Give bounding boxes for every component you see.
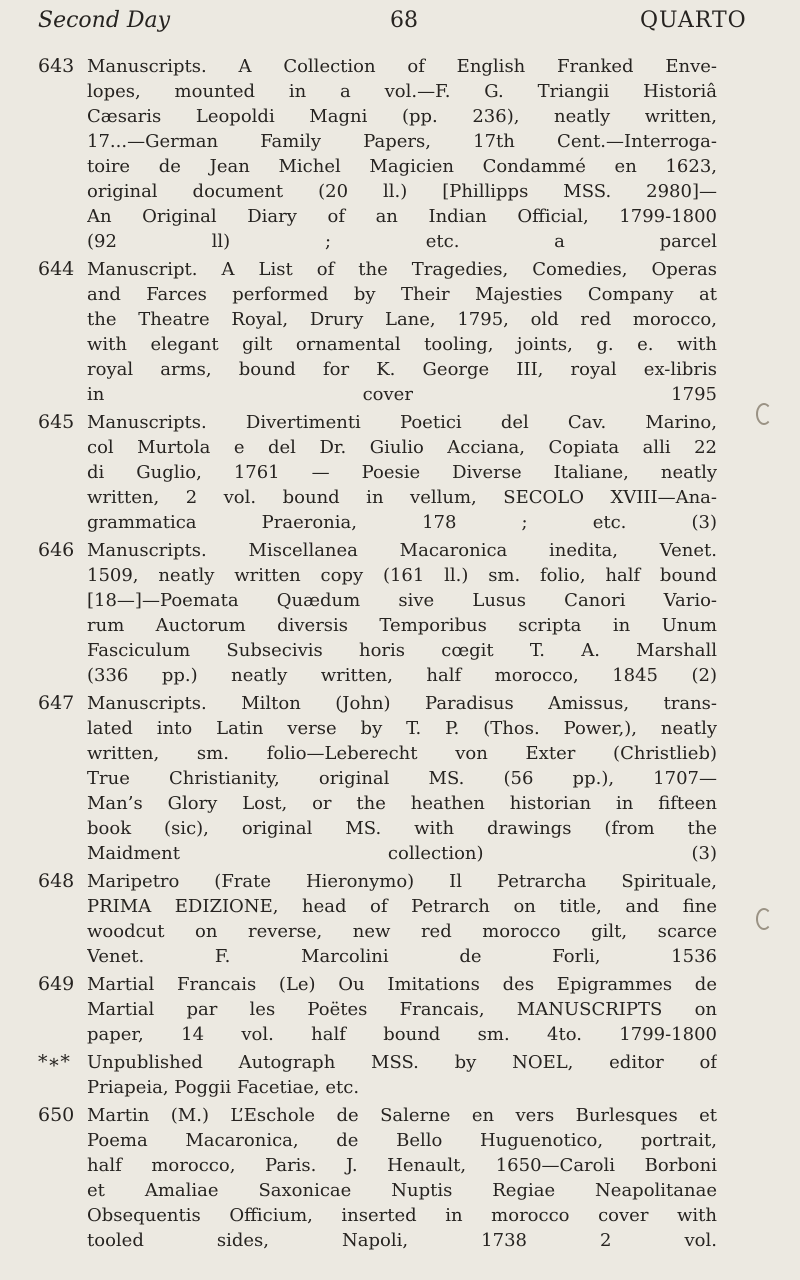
lot-number: 647 bbox=[38, 692, 75, 714]
header-format: QUARTO bbox=[640, 8, 747, 33]
description-line: Manuscripts. Milton (John) Paradisus Amissus, trans- bbox=[87, 693, 717, 714]
lot-description bbox=[87, 538, 717, 688]
lot-list bbox=[0, 54, 800, 1256]
description-line: Poema Macaronica, de Bello Huguenotico, portrait, bbox=[87, 1130, 717, 1151]
description-line: True Christianity, original MS. (56 pp.), 1707— bbox=[87, 768, 717, 789]
description-line: Manuscripts. Miscellanea Macaronica inedita, Venet. bbox=[87, 540, 717, 561]
lot-entry bbox=[0, 538, 800, 688]
description-line: Martin (M.) L’Eschole de Salerne en vers Burlesques et bbox=[87, 1105, 717, 1126]
description-line: the Theatre Royal, Drury Lane, 1795, old red morocco, bbox=[87, 309, 717, 330]
description-line: royal arms, bound for K. George III, royal ex-libris bbox=[87, 359, 717, 380]
description-line: rum Auctorum diversis Temporibus scripta in Unum bbox=[87, 615, 717, 636]
lot-number: 649 bbox=[38, 973, 75, 995]
description-line: Manuscript. A List of the Tragedies, Comedies, Operas bbox=[87, 259, 717, 280]
description-line: Maripetro (Frate Hieronymo) Il Petrarcha Spirituale, bbox=[87, 871, 717, 892]
lot-entry bbox=[0, 1103, 800, 1253]
description-line: 1509, neatly written copy (161 ll.) sm. folio, half bound bbox=[87, 565, 717, 586]
lot-description bbox=[87, 410, 717, 535]
description-line: Man’s Glory Lost, or the heathen historian in fifteen bbox=[87, 793, 717, 814]
lot-description bbox=[87, 1103, 717, 1253]
lot-number: 643 bbox=[38, 55, 75, 77]
description-line: et Amaliae Saxonicae Nuptis Regiae Neapolitanae bbox=[87, 1180, 717, 1201]
description-line: (336 pp.) neatly written, half morocco, 1845 (2) bbox=[87, 665, 717, 686]
description-line: di Guglio, 1761 — Poesie Diverse Italiane, neatly bbox=[87, 462, 717, 483]
description-line: grammatica Praeronia, 178 ; etc. (3) bbox=[87, 512, 717, 533]
lot-number: 650 bbox=[38, 1104, 75, 1126]
lot-entry bbox=[0, 257, 800, 407]
lot-description bbox=[87, 869, 717, 969]
description-line: 17...—German Family Papers, 17th Cent.—Interroga- bbox=[87, 131, 717, 152]
description-line: written, 2 vol. bound in vellum, SECOLO XVIII—Ana- bbox=[87, 487, 717, 508]
lot-description bbox=[87, 54, 717, 254]
description-line: col Murtola e del Dr. Giulio Acciana, Copiata alli 22 bbox=[87, 437, 717, 458]
description-line: lated into Latin verse by T. P. (Thos. Power,), neatly bbox=[87, 718, 717, 739]
lot-note bbox=[0, 1050, 800, 1100]
header-day: Second Day bbox=[38, 8, 171, 33]
lot-number: 645 bbox=[38, 411, 75, 433]
note-line: Unpublished Autograph MSS. by NOEL, editor of bbox=[87, 1052, 717, 1073]
description-line: (92 ll) ; etc. a parcel bbox=[87, 231, 717, 252]
description-line: Martial par les Poëtes Francais, MANUSCRIPTS on bbox=[87, 999, 717, 1020]
asterism-mark: *∗* bbox=[38, 1051, 70, 1073]
description-line: with elegant gilt ornamental tooling, joints, g. e. with bbox=[87, 334, 717, 355]
description-line: woodcut on reverse, new red morocco gilt, scarce bbox=[87, 921, 717, 942]
description-line: [18—]—Poemata Quædum sive Lusus Canori Vario- bbox=[87, 590, 717, 611]
lot-number: 646 bbox=[38, 539, 75, 561]
description-line: and Farces performed by Their Majesties Company at bbox=[87, 284, 717, 305]
lot-description bbox=[87, 972, 717, 1047]
note-text bbox=[87, 1050, 717, 1100]
description-line: paper, 14 vol. half bound sm. 4to. 1799-1800 bbox=[87, 1024, 717, 1045]
description-line: Venet. F. Marcolini de Forli, 1536 bbox=[87, 946, 717, 967]
description-line: lopes, mounted in a vol.—F. G. Triangii Historiâ bbox=[87, 81, 717, 102]
header-page-number: 68 bbox=[390, 8, 418, 33]
description-line: Obsequentis Officium, inserted in morocco cover with bbox=[87, 1205, 717, 1226]
description-line: Fasciculum Subsecivis horis cœgit T. A. Marshall bbox=[87, 640, 717, 661]
margin-mark bbox=[756, 908, 772, 930]
lot-description bbox=[87, 691, 717, 866]
description-line: Manuscripts. A Collection of English Franked Enve- bbox=[87, 56, 717, 77]
lot-entry bbox=[0, 410, 800, 535]
description-line: Martial Francais (Le) Ou Imitations des Epigrammes de bbox=[87, 974, 717, 995]
description-line: PRIMA EDIZIONE, head of Petrarch on title, and fine bbox=[87, 896, 717, 917]
description-line: Manuscripts. Divertimenti Poetici del Cav. Marino, bbox=[87, 412, 717, 433]
description-line: tooled sides, Napoli, 1738 2 vol. bbox=[87, 1230, 717, 1251]
lot-entry bbox=[0, 972, 800, 1047]
description-line: book (sic), original MS. with drawings (from the bbox=[87, 818, 717, 839]
note-line: Priapeia, Poggii Facetiae, etc. bbox=[87, 1077, 360, 1098]
lot-description bbox=[87, 257, 717, 407]
page-header bbox=[0, 8, 800, 42]
description-line: Cæsaris Leopoldi Magni (pp. 236), neatly written, bbox=[87, 106, 717, 127]
margin-mark bbox=[756, 403, 772, 425]
lot-number: 648 bbox=[38, 870, 75, 892]
description-line: An Original Diary of an Indian Official, 1799-1800 bbox=[87, 206, 717, 227]
description-line: toire de Jean Michel Magicien Condammé en 1623, bbox=[87, 156, 717, 177]
description-line: written, sm. folio—Leberecht von Exter (Christlieb) bbox=[87, 743, 717, 764]
lot-number: 644 bbox=[38, 258, 75, 280]
lot-entry bbox=[0, 869, 800, 969]
description-line: original document (20 ll.) [Phillipps MSS. 2980]— bbox=[87, 181, 717, 202]
lot-entry bbox=[0, 54, 800, 254]
description-line: Maidment collection) (3) bbox=[87, 843, 717, 864]
description-line: half morocco, Paris. J. Henault, 1650—Caroli Borboni bbox=[87, 1155, 717, 1176]
description-line: in cover 1795 bbox=[87, 384, 717, 405]
lot-entry bbox=[0, 691, 800, 866]
